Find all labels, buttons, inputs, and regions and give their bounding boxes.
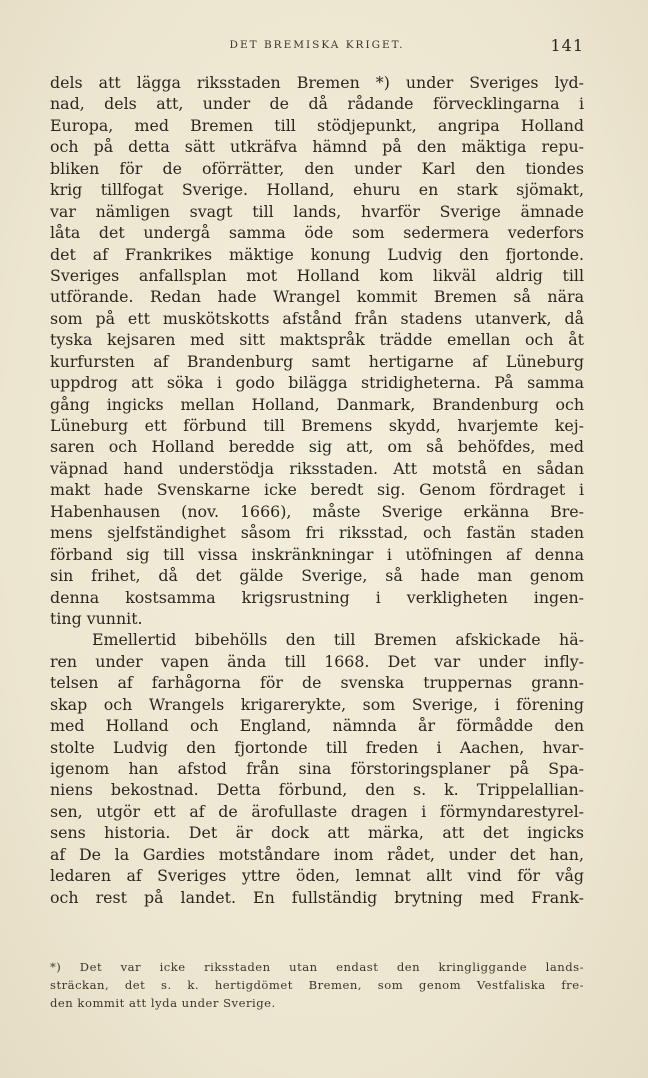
text-line: förband sig till vissa inskränkningar i utöfningen af denna — [50, 544, 584, 564]
text-line: var nämligen svagt till lands, hvarför Sverige ämnade — [50, 201, 584, 221]
text-line: sens historia. Det är dock att märka, att det ingicks — [50, 823, 584, 843]
page-header — [50, 36, 584, 56]
text-line: stolte Ludvig den fjortonde till freden i Aachen, hvar- — [50, 737, 584, 757]
text-line: krig tillfogat Sverige. Holland, ehuru en stark sjömakt, — [50, 180, 584, 200]
text-line: bliken för de oförrätter, den under Karl den tiondes — [50, 158, 584, 178]
text-line: och rest på landet. En fullständig brytning med Frank- — [50, 887, 584, 907]
text-line: denna kostsamma krigsrustning i verkligheten ingen- — [50, 587, 584, 607]
text-line: det af Frankrikes mäktige konung Ludvig den fjortonde. — [50, 244, 584, 264]
text-line: gång ingicks mellan Holland, Danmark, Brandenburg och — [50, 394, 584, 414]
text-line: uppdrog att söka i godo bilägga stridigheterna. På samma — [50, 373, 584, 393]
text-line: utförande. Redan hade Wrangel kommit Bremen så nära — [50, 287, 584, 307]
text-line: niens bekostnad. Detta förbund, den s. k. Trippelallian- — [50, 780, 584, 800]
text-line: af De la Gardies motståndare inom rådet, under det han, — [50, 844, 584, 864]
text-line: kurfursten af Brandenburg samt hertigarne af Lüneburg — [50, 351, 584, 371]
running-title: DET BREMISKA KRIGET. — [229, 39, 405, 51]
text-line: ting vunnit. — [50, 608, 143, 628]
text-line: som på ett muskötskotts afstånd från stadens utanverk, då — [50, 308, 584, 328]
text-line: med Holland och England, nämnda år förmådde den — [50, 716, 584, 736]
text-line: igenom han afstod från sina förstoringsplaner på Spa- — [50, 759, 584, 778]
page-number: 141 — [550, 36, 584, 55]
text-line: saren och Holland beredde sig att, om så behöfdes, med — [50, 437, 584, 457]
text-line: mens sjelfständighet såsom fri riksstad, och fastän staden — [50, 523, 584, 543]
text-line: nad, dels att, under de då rådande förvecklingarna i — [50, 94, 584, 114]
text-line: väpnad hand understödja riksstaden. Att motstå en sådan — [50, 458, 584, 478]
text-line: dels att lägga riksstaden Bremen *) under Sveriges lyd- — [50, 73, 584, 92]
footnote-line: sträckan, det s. k. hertigdömet Bremen, som genom Vestfaliska fre- — [50, 978, 584, 992]
text-line: sin frihet, då det gälde Sverige, så hade man genom — [50, 566, 584, 586]
footnote-line: den kommit att lyda under Sverige. — [50, 996, 276, 1010]
text-line: Sveriges anfallsplan mot Holland kom likväl aldrig till — [50, 265, 584, 285]
text-line: Emellertid bibehölls den till Bremen afskickade hä- — [92, 630, 584, 650]
text-line: ren under vapen ända till 1668. Det var under infly- — [50, 651, 584, 671]
text-line: Habenhausen (nov. 1666), måste Sverige erkänna Bre- — [50, 501, 584, 521]
text-line: sen, utgör ett af de ärofullaste dragen i förmyndarestyrel- — [50, 801, 584, 821]
text-line: Europa, med Bremen till stödjepunkt, angripa Holland — [50, 115, 584, 135]
text-line: tyska kejsaren med sitt maktspråk trädde emellan och åt — [50, 330, 584, 350]
footnote — [50, 958, 584, 1012]
body-text — [50, 72, 584, 908]
text-line: ledaren af Sveriges yttre öden, lemnat allt vind för våg — [50, 866, 584, 886]
text-line: Lüneburg ett förbund till Bremens skydd, hvarjemte kej- — [50, 416, 584, 435]
footnote-line: *) Det var icke riksstaden utan endast den kringliggande lands- — [50, 960, 584, 974]
text-line: makt hade Svenskarne icke beredt sig. Genom fördraget i — [50, 480, 584, 500]
text-line: låta det undergå samma öde som sedermera vederfors — [50, 223, 584, 243]
text-line: telsen af farhågorna för de svenska truppernas grann- — [50, 673, 584, 693]
text-line: skap och Wrangels krigarerykte, som Sverige, i förening — [50, 694, 584, 714]
text-line: och på detta sätt utkräfva hämnd på den mäktiga repu- — [50, 137, 584, 157]
